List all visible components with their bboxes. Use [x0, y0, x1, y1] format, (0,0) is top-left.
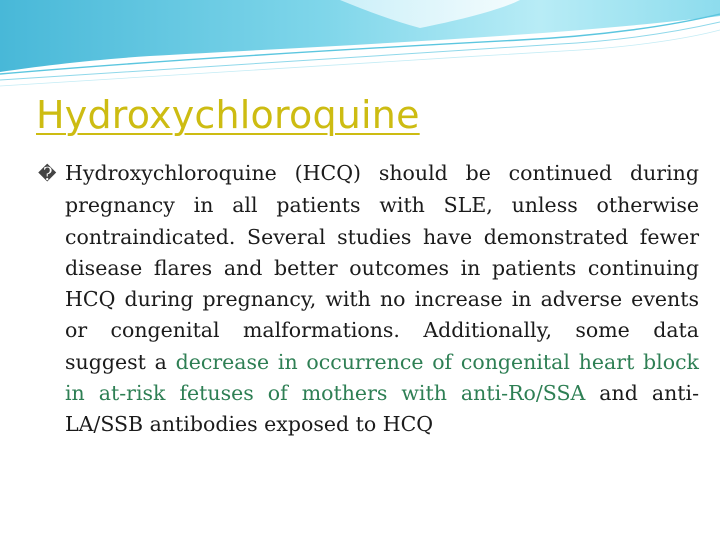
bullet-paragraph: [38, 158, 699, 441]
bullet-placeholder-icon: �: [38, 164, 57, 185]
bullet-text-tail: and anti-LA/SSB antibodies exposed to HCQ: [65, 381, 699, 437]
header-wave-fill: [0, 0, 720, 72]
bullet-highlight-text: decrease in occurrence of congenital heart block in at-risk fetuses of mothers with anti-Ro/SSA: [65, 349, 699, 406]
slide-title: Hydroxychloroquine: [36, 93, 420, 137]
bullet-text: Hydroxychloroquine (HCQ) should be continued during pregnancy in all patients with SLE, unless otherwise contraindicated. Several studies have demonstrated fewer disease flares and better outcomes in patients continuing HCQ during pregnancy, with no increase in adverse events or congenital malformations. Additionally, some data suggest a: [65, 161, 699, 374]
decorative-header-wave: [0, 0, 720, 90]
